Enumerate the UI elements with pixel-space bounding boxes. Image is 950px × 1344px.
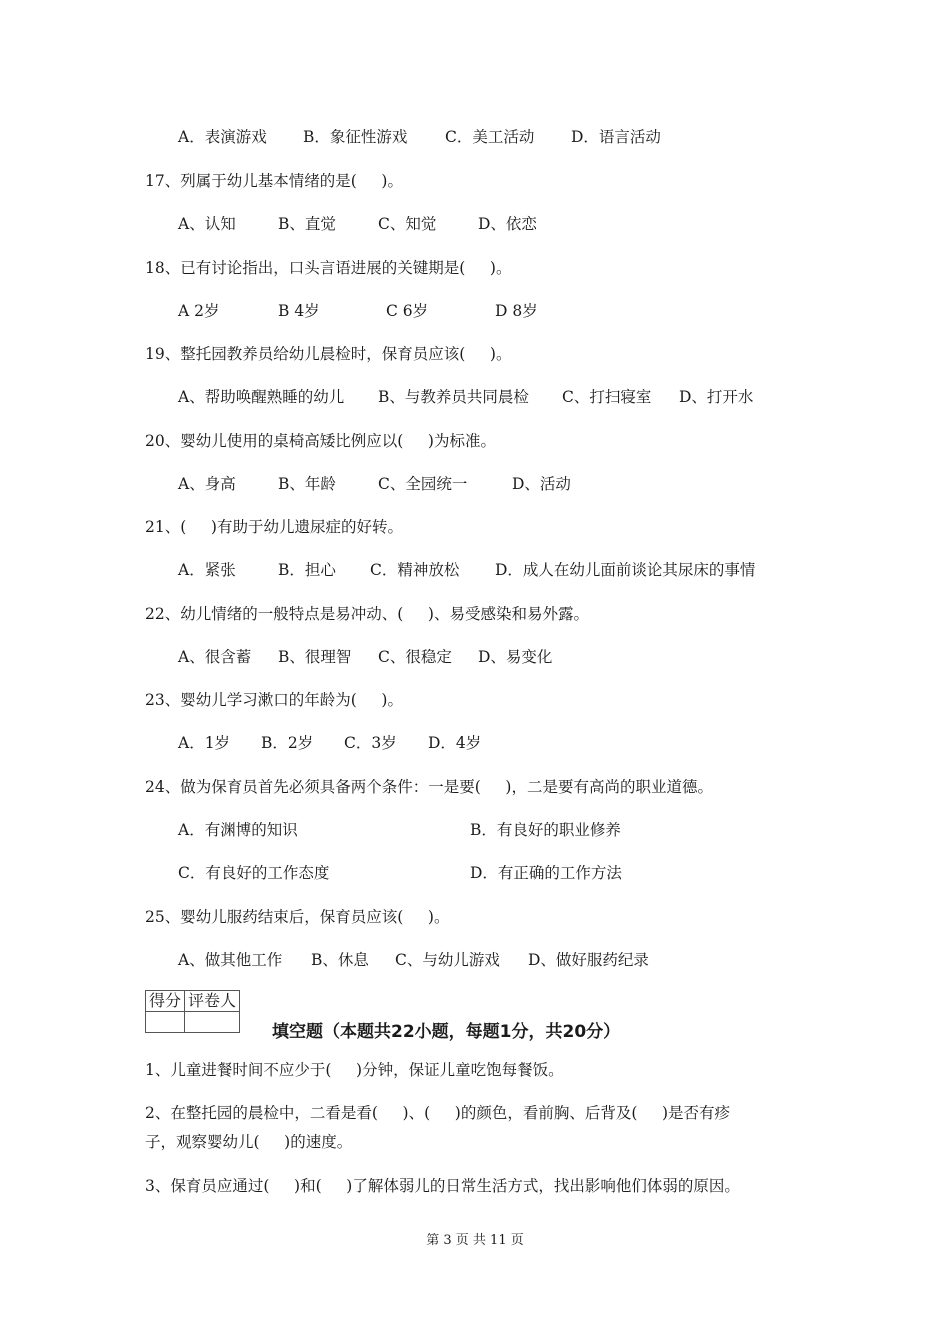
q20-stem: 20、婴幼儿使用的桌椅高矮比例应以( )为标准。 xyxy=(145,432,496,450)
q18-option-b: B 4岁 xyxy=(278,302,320,320)
q23-option-c: C．3岁 xyxy=(344,734,397,752)
score-header: 得分 xyxy=(146,991,185,1012)
q16-option-c: C．美工活动 xyxy=(445,128,535,146)
q20-option-c: C、全园统一 xyxy=(378,475,468,493)
q19-option-a: A、帮助唤醒熟睡的幼儿 xyxy=(178,388,345,406)
q23-option-a: A．1岁 xyxy=(178,734,231,752)
q24-stem: 24、做为保育员首先必须具备两个条件：一是要( )，二是要有高尚的职业道德。 xyxy=(145,778,713,796)
page-footer: 第 3 页 共 11 页 xyxy=(426,1233,524,1248)
grader-header: 评卷人 xyxy=(185,991,240,1012)
fill-q1: 1、儿童进餐时间不应少于( )分钟，保证儿童吃饱每餐饭。 xyxy=(145,1061,564,1079)
q25-option-b: B、休息 xyxy=(311,951,369,969)
q23-option-d: D．4岁 xyxy=(428,734,482,752)
q21-stem: 21、( )有助于幼儿遗尿症的好转。 xyxy=(145,518,403,536)
fill-q2-line2: 子，观察婴幼儿( )的速度。 xyxy=(145,1133,353,1151)
fill-q3: 3、保育员应通过( )和( )了解体弱儿的日常生活方式，找出影响他们体弱的原因。 xyxy=(145,1177,740,1195)
q17-option-b: B、直觉 xyxy=(278,215,336,233)
q21-option-d: D．成人在幼儿面前谈论其尿床的事情 xyxy=(495,561,756,579)
q17-stem: 17、列属于幼儿基本情绪的是( )。 xyxy=(145,172,403,190)
q24-option-b: B．有良好的职业修养 xyxy=(470,821,621,839)
q16-option-d: D．语言活动 xyxy=(571,128,661,146)
q25-stem: 25、婴幼儿服药结束后，保育员应该( )。 xyxy=(145,908,450,926)
q17-option-d: D、依恋 xyxy=(478,215,537,233)
q22-option-a: A、很含蓄 xyxy=(178,648,252,666)
score-cell xyxy=(146,1012,185,1033)
q16-option-b: B．象征性游戏 xyxy=(303,128,408,146)
grader-cell xyxy=(185,1012,240,1033)
q23-option-b: B．2岁 xyxy=(261,734,314,752)
q22-option-d: D、易变化 xyxy=(478,648,553,666)
q25-option-a: A、做其他工作 xyxy=(178,951,283,969)
q24-option-a: A．有渊博的知识 xyxy=(178,821,298,839)
q17-option-a: A、认知 xyxy=(178,215,236,233)
q19-option-c: C、打扫寝室 xyxy=(562,388,652,406)
section-title: 填空题（本题共22小题，每题1分，共20分） xyxy=(272,1022,621,1042)
q20-option-b: B、年龄 xyxy=(278,475,336,493)
q19-option-b: B、与教养员共同晨检 xyxy=(378,388,529,406)
q24-option-c: C．有良好的工作态度 xyxy=(178,864,330,882)
q25-option-d: D、做好服药纪录 xyxy=(528,951,649,969)
q19-stem: 19、整托园教养员给幼儿晨检时，保育员应该( )。 xyxy=(145,345,512,363)
q19-option-d: D、打开水 xyxy=(679,388,754,406)
score-table xyxy=(145,990,240,1033)
q18-stem: 18、已有讨论指出，口头言语进展的关键期是( )。 xyxy=(145,259,512,277)
q21-option-b: B．担心 xyxy=(278,561,336,579)
q22-option-b: B、很理智 xyxy=(278,648,352,666)
q18-option-a: A 2岁 xyxy=(178,302,220,320)
q21-option-c: C．精神放松 xyxy=(370,561,460,579)
q22-stem: 22、幼儿情绪的一般特点是易冲动、( )、易受感染和易外露。 xyxy=(145,605,589,623)
q24-option-d: D．有正确的工作方法 xyxy=(470,864,622,882)
q23-stem: 23、婴幼儿学习漱口的年龄为( )。 xyxy=(145,691,403,709)
q18-option-c: C 6岁 xyxy=(386,302,429,320)
q20-option-d: D、活动 xyxy=(512,475,571,493)
q18-option-d: D 8岁 xyxy=(495,302,538,320)
fill-q2-line1: 2、在整托园的晨检中，二看是看( )、( )的颜色，看前胸、后背及( )是否有疹 xyxy=(145,1104,731,1122)
q25-option-c: C、与幼儿游戏 xyxy=(395,951,500,969)
q16-option-a: A．表演游戏 xyxy=(178,128,267,146)
q21-option-a: A．紧张 xyxy=(178,561,236,579)
q20-option-a: A、身高 xyxy=(178,475,236,493)
q17-option-c: C、知觉 xyxy=(378,215,437,233)
q22-option-c: C、很稳定 xyxy=(378,648,452,666)
